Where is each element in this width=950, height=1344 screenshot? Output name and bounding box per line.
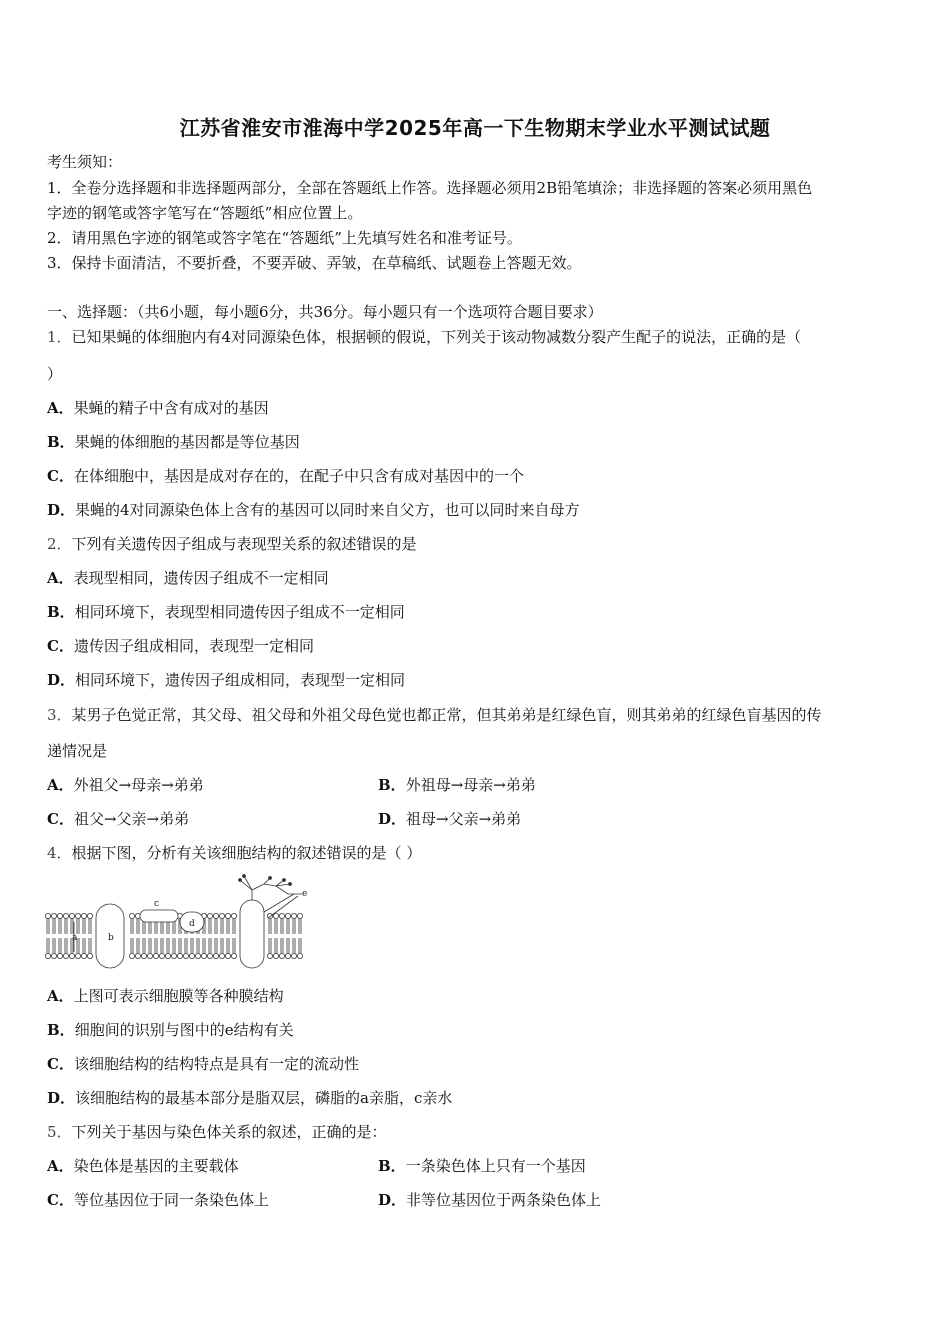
phospholipid-tail xyxy=(83,919,85,934)
phospholipid-head xyxy=(219,953,224,958)
phospholipid-head xyxy=(225,953,230,958)
phospholipid-head xyxy=(231,953,236,958)
option-1c[interactable] xyxy=(47,466,524,486)
phospholipid-head xyxy=(75,913,80,918)
phospholipid-tail xyxy=(161,938,163,953)
option-4b[interactable] xyxy=(47,1020,294,1040)
option-text: 细胞间的识别与图中的e结构有关 xyxy=(74,1021,294,1039)
option-text: 表现型相同，遗传因子组成不一定相同 xyxy=(73,569,329,587)
phospholipid-tail xyxy=(299,919,301,934)
phospholipid-tail xyxy=(269,919,271,934)
option-text: 上图可表示细胞膜等各种膜结构 xyxy=(73,987,284,1005)
option-2a[interactable] xyxy=(47,568,329,588)
phospholipid-head xyxy=(225,913,230,918)
phospholipid-head xyxy=(231,913,236,918)
phospholipid-tail xyxy=(287,919,289,934)
phospholipid-head xyxy=(207,953,212,958)
option-letter: D． xyxy=(47,1089,76,1107)
phospholipid-head xyxy=(141,953,146,958)
phospholipid-tail xyxy=(137,919,139,934)
phospholipid-tail xyxy=(209,919,211,934)
phospholipid-tail xyxy=(281,938,283,953)
phospholipid-tail xyxy=(71,919,73,934)
phospholipid-tail xyxy=(233,919,235,934)
phospholipid-tail xyxy=(59,919,61,934)
notice-line: 1．全卷分选择题和非选择题两部分，全部在答题纸上作答。选择题必须用2B铅笔填涂；非选择题的答案必须用黑色 xyxy=(47,179,813,197)
option-4c[interactable] xyxy=(47,1054,359,1074)
phospholipid-tail xyxy=(47,919,49,934)
option-text: 该细胞结构的结构特点是具有一定的流动性 xyxy=(73,1055,359,1073)
phospholipid-tail xyxy=(173,938,175,953)
option-text: 外祖母→母亲→弟弟 xyxy=(405,776,536,794)
question-1-stem xyxy=(47,327,801,347)
option-text: 果蝇的体细胞的基因都是等位基因 xyxy=(74,433,300,451)
phospholipid-tail xyxy=(143,938,145,953)
option-text: 祖母→父亲→弟弟 xyxy=(406,810,522,828)
option-1d[interactable] xyxy=(47,500,580,520)
phospholipid-tail xyxy=(59,938,61,953)
option-letter: B． xyxy=(47,603,75,621)
phospholipid-head xyxy=(69,913,74,918)
phospholipid-head xyxy=(159,953,164,958)
phospholipid-head xyxy=(153,953,158,958)
question-2-stem xyxy=(47,534,417,554)
phospholipid-tail xyxy=(233,938,235,953)
phospholipid-head xyxy=(219,913,224,918)
phospholipid-head xyxy=(51,953,56,958)
option-text: 该细胞结构的最基本部分是脂双层，磷脂的a亲脂，c亲水 xyxy=(75,1089,453,1107)
option-text: 等位基因位于同一条染色体上 xyxy=(73,1191,269,1209)
section-header: 一、选择题：（共6小题，每小题6分，共36分。每小题只有一个选项符合题目要求） xyxy=(47,303,603,321)
phospholipid-head xyxy=(63,953,68,958)
option-letter: C． xyxy=(47,1055,74,1073)
notice-line: 字迹的钢笔或答字笔写在“答题纸”相应位置上。 xyxy=(47,204,363,222)
phospholipid-tail xyxy=(275,919,277,934)
diagram-label-e: e xyxy=(302,889,308,899)
phospholipid-tail xyxy=(53,919,55,934)
phospholipid-tail xyxy=(185,938,187,953)
notice-title: 考生须知： xyxy=(47,153,123,171)
phospholipid-head xyxy=(81,913,86,918)
option-text: 祖父→父亲→弟弟 xyxy=(73,810,190,828)
phospholipid-tail xyxy=(275,938,277,953)
option-text: 果蝇的精子中含有成对的基因 xyxy=(73,399,269,417)
phospholipid-head xyxy=(87,913,92,918)
phospholipid-tail xyxy=(53,938,55,953)
phospholipid-tail xyxy=(191,938,193,953)
option-text: 果蝇的4对同源染色体上含有的基因可以同时来自父方，也可以同时来自母方 xyxy=(75,501,580,519)
phospholipid-tail xyxy=(137,938,139,953)
phospholipid-tail xyxy=(215,938,217,953)
diagram-label-b: b xyxy=(108,933,114,943)
question-stem-text: 下列有关遗传因子组成与表现型关系的叙述错误的是 xyxy=(71,535,417,553)
phospholipid-head xyxy=(177,953,182,958)
phospholipid-head xyxy=(87,953,92,958)
phospholipid-head xyxy=(57,913,62,918)
option-text: 相同环境下，遗传因子组成相同，表现型一定相同 xyxy=(75,671,406,689)
question-stem-text: 根据下图，分析有关该细胞结构的叙述错误的是（ ） xyxy=(71,844,422,862)
option-3c[interactable] xyxy=(47,809,189,829)
phospholipid-head xyxy=(135,953,140,958)
option-text: 相同环境下，表现型相同遗传因子组成不一定相同 xyxy=(74,603,405,621)
phospholipid-head xyxy=(45,953,50,958)
option-3b[interactable] xyxy=(378,775,536,795)
phospholipid-head xyxy=(213,913,218,918)
phospholipid-tail xyxy=(287,938,289,953)
phospholipid-tail xyxy=(131,919,133,934)
phospholipid-head xyxy=(57,953,62,958)
notice-line: 2．请用黑色字迹的钢笔或答字笔在“答题纸”上先填写姓名和准考证号。 xyxy=(47,229,522,247)
phospholipid-tail xyxy=(227,938,229,953)
phospholipid-head xyxy=(129,953,134,958)
phospholipid-head xyxy=(273,913,278,918)
phospholipid-tail xyxy=(281,919,283,934)
phospholipid-head xyxy=(69,953,74,958)
notice-line: 3．保持卡面清洁，不要折叠，不要弄破、弄皱，在草稿纸、试题卷上答题无效。 xyxy=(47,254,582,272)
option-letter: B． xyxy=(47,433,75,451)
phospholipid-tail xyxy=(83,938,85,953)
phospholipid-head xyxy=(75,953,80,958)
option-letter: A． xyxy=(47,399,74,417)
phospholipid-tail xyxy=(209,938,211,953)
option-2c[interactable] xyxy=(47,636,314,656)
option-letter: C． xyxy=(47,810,74,828)
phospholipid-tail xyxy=(179,938,181,953)
option-letter: A． xyxy=(47,776,74,794)
option-1a[interactable] xyxy=(47,398,269,418)
phospholipid-head xyxy=(189,953,194,958)
question-3-stem-cont: 递情况是 xyxy=(47,742,108,760)
option-letter: D． xyxy=(378,1191,407,1209)
phospholipid-head xyxy=(165,953,170,958)
phospholipid-head xyxy=(291,953,296,958)
option-letter: C． xyxy=(47,1191,74,1209)
option-letter: B． xyxy=(378,776,406,794)
diagram-label-c: c xyxy=(154,899,160,909)
phospholipid-head xyxy=(81,953,86,958)
question-number: 4． xyxy=(47,844,72,862)
phospholipid-tail xyxy=(155,938,157,953)
diagram-label-a: a xyxy=(72,933,78,943)
question-stem-text: 下列关于基因与染色体关系的叙述，正确的是： xyxy=(71,1123,387,1141)
phospholipid-tail xyxy=(65,919,67,934)
option-1b[interactable] xyxy=(47,432,300,452)
option-4d[interactable] xyxy=(47,1088,452,1108)
phospholipid-head xyxy=(147,953,152,958)
phospholipid-tail xyxy=(65,938,67,953)
option-letter: A． xyxy=(47,1157,74,1175)
option-letter: A． xyxy=(47,987,74,1005)
option-3d[interactable] xyxy=(378,809,521,829)
phospholipid-tail xyxy=(227,919,229,934)
option-text: 在体细胞中，基因是成对存在的，在配子中只含有成对基因中的一个 xyxy=(73,467,524,485)
phospholipid-tail xyxy=(89,919,91,934)
page-title: 江苏省淮安市淮海中学2025年高一下生物期末学业水平测试试题 xyxy=(179,116,771,140)
option-2b[interactable] xyxy=(47,602,405,622)
phospholipid-tail xyxy=(221,938,223,953)
phospholipid-head xyxy=(51,913,56,918)
question-number: 3． xyxy=(47,706,72,724)
phospholipid-head xyxy=(297,913,302,918)
phospholipid-head xyxy=(273,953,278,958)
phospholipid-head xyxy=(45,913,50,918)
option-letter: B． xyxy=(378,1157,406,1175)
phospholipid-head xyxy=(183,953,188,958)
option-5b[interactable] xyxy=(378,1156,586,1176)
option-text: 非等位基因位于两条染色体上 xyxy=(406,1191,602,1209)
option-2d[interactable] xyxy=(47,670,405,690)
option-text: 染色体是基因的主要载体 xyxy=(73,1157,239,1175)
option-text: 外祖父→母亲→弟弟 xyxy=(73,776,204,794)
phospholipid-tail xyxy=(149,938,151,953)
option-5a[interactable] xyxy=(47,1156,239,1176)
phospholipid-tail xyxy=(77,919,79,934)
phospholipid-head xyxy=(207,913,212,918)
phospholipid-head xyxy=(285,953,290,958)
question-stem-text: 已知果蝇的体细胞内有4对同源染色体，根据顿的假说，下列关于该动物减数分裂产生配子的说法，正确的是（ xyxy=(71,328,802,346)
option-letter: C． xyxy=(47,637,74,655)
phospholipid-tail xyxy=(293,938,295,953)
phospholipid-head xyxy=(129,913,134,918)
phospholipid-tail xyxy=(215,919,217,934)
phospholipid-tail xyxy=(269,938,271,953)
question-number: 1． xyxy=(47,328,72,346)
option-4a[interactable] xyxy=(47,986,284,1006)
phospholipid-head xyxy=(267,953,272,958)
phospholipid-head xyxy=(297,953,302,958)
phospholipid-head xyxy=(291,913,296,918)
phospholipid-head xyxy=(195,953,200,958)
question-4-stem xyxy=(47,843,421,863)
question-3-stem xyxy=(47,705,822,725)
question-stem-text: 某男子色觉正常，其父母、祖父母和外祖父母色觉也都正常，但其弟弟是红绿色盲，则其弟弟的红绿色盲基因的传 xyxy=(71,706,822,724)
option-letter: D． xyxy=(47,501,76,519)
phospholipid-tail xyxy=(197,938,199,953)
phospholipid-head xyxy=(279,953,284,958)
phospholipid-tail xyxy=(203,938,205,953)
question-5-stem xyxy=(47,1122,387,1142)
phospholipid-tail xyxy=(293,919,295,934)
phospholipid-tail xyxy=(221,919,223,934)
question-number: 5． xyxy=(47,1123,72,1141)
option-text: 遗传因子组成相同，表现型一定相同 xyxy=(73,637,314,655)
diagram-label-d: d xyxy=(189,919,195,929)
option-letter: A． xyxy=(47,569,74,587)
option-3a[interactable] xyxy=(47,775,204,795)
option-5d[interactable] xyxy=(378,1190,601,1210)
option-letter: B． xyxy=(47,1021,75,1039)
phospholipid-head xyxy=(213,953,218,958)
phospholipid-tail xyxy=(299,938,301,953)
cell-membrane-diagram xyxy=(44,872,314,972)
phospholipid-head xyxy=(279,913,284,918)
option-text: 一条染色体上只有一个基因 xyxy=(405,1157,586,1175)
question-1-stem-cont: ） xyxy=(47,365,63,383)
option-letter: D． xyxy=(378,810,407,828)
phospholipid-tail xyxy=(167,938,169,953)
phospholipid-tail xyxy=(89,938,91,953)
phospholipid-head xyxy=(285,913,290,918)
phospholipid-head xyxy=(201,953,206,958)
option-5c[interactable] xyxy=(47,1190,269,1210)
phospholipid-tail xyxy=(131,938,133,953)
option-letter: C． xyxy=(47,467,74,485)
option-letter: D． xyxy=(47,671,76,689)
question-number: 2． xyxy=(47,535,72,553)
phospholipid-tail xyxy=(47,938,49,953)
phospholipid-head xyxy=(63,913,68,918)
phospholipid-head xyxy=(171,953,176,958)
